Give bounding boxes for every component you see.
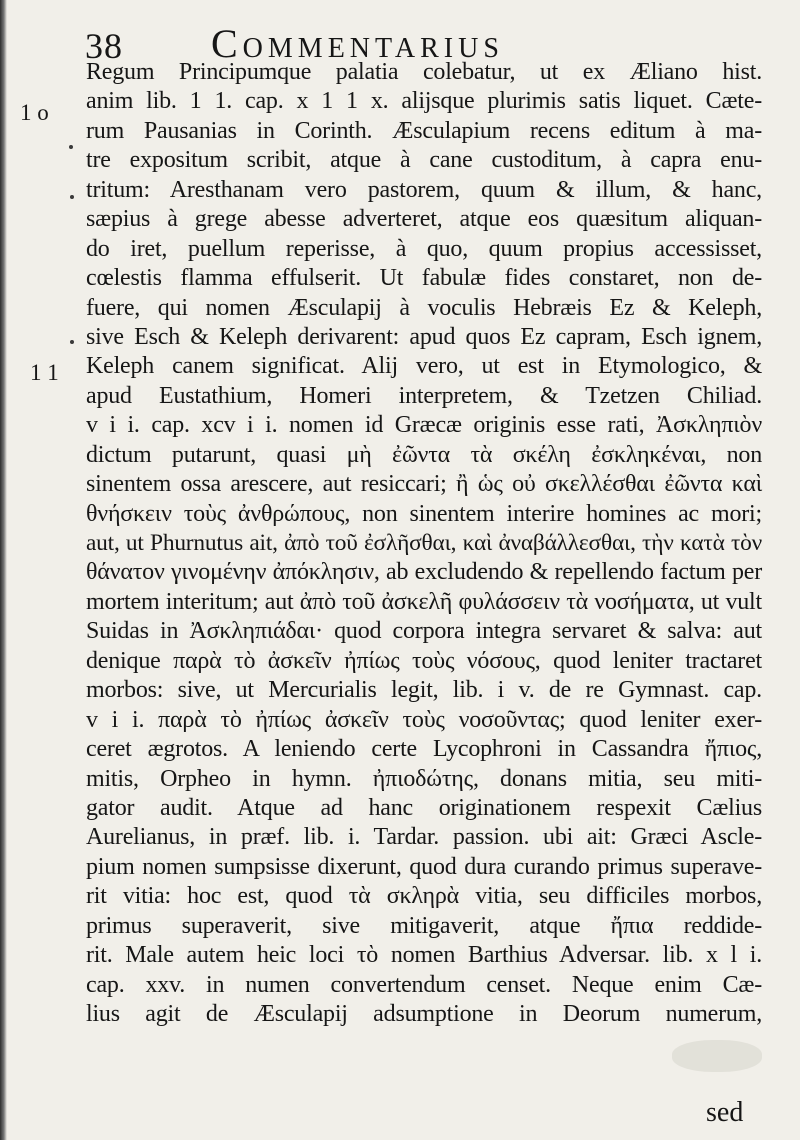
margin-mark (70, 340, 74, 344)
text-line: primus superaverit, sive mitigaverit, atque ἤπια reddide- (86, 912, 762, 939)
text-line: Aurelianus, in præf. lib. i. Tardar. passion. ubi ait: Græci Ascle- (86, 824, 762, 851)
text-line: do iret, puellum reperisse, à quo, quum propius accessisset, (86, 235, 762, 262)
text-line: lius agit de Æsculapij adsumptione in Deorum numerum, (86, 1001, 762, 1027)
text-line: cœlestis flamma effulserit. Ut fabulæ fides constaret, non de- (86, 265, 762, 292)
text-line: denique παρὰ τὸ ἀσκεῖν ἠπίως τοὺς νόσους, quod leniter tractaret (86, 647, 762, 674)
text-line: v i i. παρὰ τὸ ἠπίως ἀσκεῖν τοὺς νοσοῦντας; quod leniter exer- (86, 706, 762, 733)
text-line: anim lib. 1 1. cap. x 1 1 x. alijsque plurimis satis liquet. Cæte- (86, 88, 762, 115)
margin-number-11: 1 1 (30, 360, 59, 385)
text-line: dictum putarunt, quasi μὴ ἐῶντα τὰ σκέλη ἐσκληκέναι, non (86, 441, 762, 468)
text-line: gator audit. Atque ad hanc originationem respexit Cælius (86, 794, 762, 821)
margin-mark (69, 145, 73, 149)
text-line: fuere, qui nomen Æsculapij à voculis Hebræis Ez & Keleph, (86, 294, 762, 321)
text-line: Regum Principumque palatia colebatur, ut ex Æliano hist. (86, 59, 762, 85)
margin-mark (70, 195, 74, 199)
page-number: 38 (85, 26, 123, 66)
page-stain (672, 1040, 762, 1072)
margin-number-10: 1 o (20, 100, 49, 125)
text-line: sæpius à grege abesse adverteret, atque eos quæsitum aliquan- (86, 206, 762, 233)
catchword: sed (706, 1097, 744, 1128)
text-line: θάνατον γινομένην ἀπόκλησιν, ab excludendo & repellendo factum per (86, 559, 762, 586)
text-line: aut, ut Phurnutus ait, ἀπὸ τοῦ ἐσλῆσθαι, καὶ ἀναβάλλεσθαι, τὴν κατὰ τὸν (86, 530, 762, 556)
body-text (86, 58, 762, 1029)
page-edge-shadow (0, 0, 7, 1140)
text-line: tritum: Aresthanam vero pastorem, quum & illum, & hanc, (86, 176, 762, 203)
text-line: v i i. cap. xcv i i. nomen id Græcæ originis esse rati, Ἀσκληπιὸν (86, 412, 762, 439)
text-line: cap. xxv. in numen convertendum censet. Neque enim Cæ- (86, 971, 762, 998)
text-line: rum Pausanias in Corinth. Æsculapium recens editum à ma- (86, 117, 762, 144)
text-line: Suidas in Ἀσκληπιάδαι· quod corpora integra servaret & salva: aut (86, 618, 762, 645)
text-line: pium nomen sumpsisse dixerunt, quod dura curando primus superave- (86, 853, 762, 880)
text-line: rit. Male autem heic loci τὸ nomen Barthius Adversar. lib. x l i. (86, 942, 762, 969)
text-line: θνήσκειν τοὺς ἀνθρώπους, non sinentem interire homines ac mori; (86, 500, 762, 527)
text-line: rit vitia: hoc est, quod τὰ σκληρὰ vitia, seu difficiles morbos, (86, 883, 762, 910)
text-line: apud Eustathium, Homeri interpretem, & Tzetzen Chiliad. (86, 382, 762, 409)
text-line: sinentem ossa arescere, aut resiccari; ἢ ὡς οὐ σκελλέσθαι ἐῶντα καὶ (86, 471, 762, 498)
running-title: Commentarius (211, 21, 504, 66)
text-line: ceret ægrotos. A leniendo certe Lycophroni in Cassandra ἤπιος, (86, 736, 762, 763)
text-line: tre expositum scribit, atque à cane custoditum, à capra enu- (86, 147, 762, 174)
text-line: mortem interitum; aut ἀπὸ τοῦ ἀσκελῆ φυλάσσειν τὰ νοσήματα, ut vult (86, 588, 762, 615)
text-line: Keleph canem significat. Alij vero, ut est in Etymologico, & (86, 353, 762, 380)
text-line: mitis, Orpheo in hymn. ἠπιοδώτης, donans mitia, seu miti- (86, 765, 762, 792)
text-line: sive Esch & Keleph derivarent: apud quos Ez capram, Esch ignem, (86, 323, 762, 350)
text-line: morbos: sive, ut Mercurialis legit, lib. i v. de re Gymnast. cap. (86, 677, 762, 704)
